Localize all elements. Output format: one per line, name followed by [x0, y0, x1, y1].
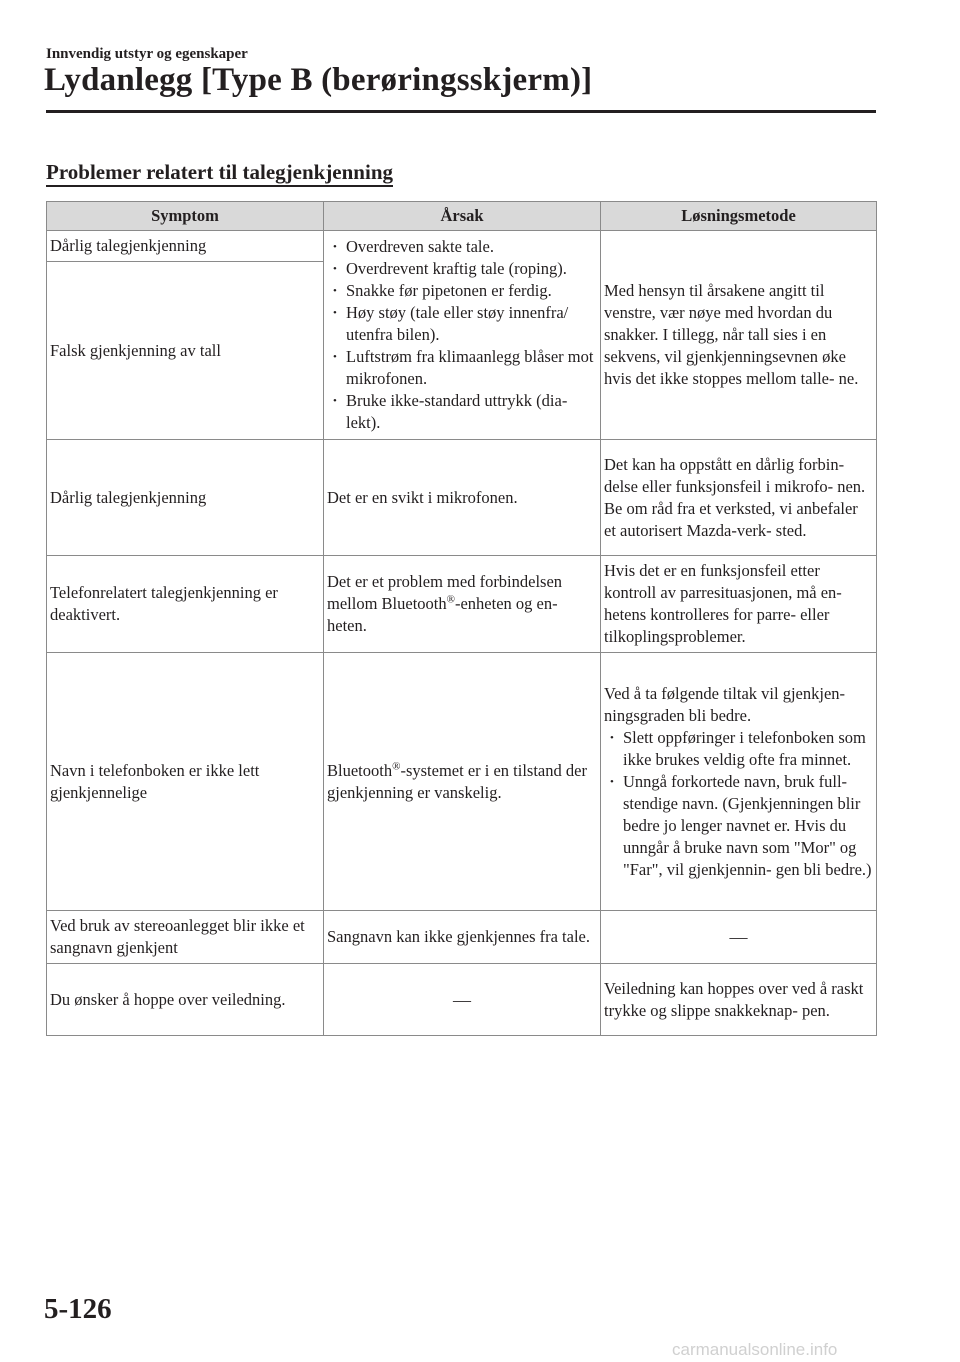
table-row — [47, 653, 877, 911]
symptom-cell: Du ønsker å hoppe over veiledning. — [47, 964, 324, 1036]
cause-cell — [324, 556, 601, 653]
section-label: Innvendig utstyr og egenskaper — [46, 46, 248, 62]
symptom-cell: Dårlig talegjenkjenning — [47, 440, 324, 556]
cause-list — [327, 236, 597, 434]
cause-text: -systemet er i en tilstand der gjenkjenning er vanskelig. — [327, 760, 587, 802]
list-item: • Overdrevent kraftig tale (roping). — [327, 258, 597, 280]
solution-list — [604, 727, 873, 881]
cause-text: Det er et problem med forbindelsen mellom Bluetooth — [327, 572, 563, 613]
list-item: • Snakke før pipetonen er ferdig. — [327, 280, 597, 302]
table-header-row — [47, 202, 877, 231]
chapter-title: Lydanlegg [Type B (berøringsskjerm)] — [44, 62, 593, 98]
table-row — [47, 556, 877, 653]
header-solution: Løsningsmetode — [601, 202, 877, 231]
list-item: • Slett oppføringer i telefonboken som ikke brukes veldig ofte fra minnet. — [604, 727, 873, 771]
solution-cell: Det kan ha oppstått en dårlig forbin- delse eller funksjonsfeil i mikrofo- nen. Be om råd fra et verksted, vi anbefaler et autorisert Mazda-verk- sted. — [601, 440, 877, 556]
registered-mark: ® — [446, 593, 455, 606]
symptom-cell: Ved bruk av stereoanlegget blir ikke et sangnavn gjenkjent — [47, 911, 324, 964]
table-row — [47, 911, 877, 964]
header-cause: Årsak — [324, 202, 601, 231]
registered-mark: ® — [392, 760, 401, 772]
subsection-title: Problemer relatert til talegjenkjenning — [46, 160, 393, 187]
solution-cell: Veiledning kan hoppes over ved å raskt trykke og slippe snakkeknap- pen. — [601, 964, 877, 1036]
cause-cell — [324, 231, 601, 440]
page-number: 5-126 — [44, 1293, 112, 1325]
cause-cell: Sangnavn kan ikke gjenkjennes fra tale. — [324, 911, 601, 964]
watermark: carmanualsonline.info — [672, 1340, 838, 1359]
header-symptom: Symptom — [47, 202, 324, 231]
cause-text: -enheten og en- heten. — [327, 594, 558, 635]
solution-cell: — — [601, 911, 877, 964]
table-row — [47, 440, 877, 556]
troubleshooting-table — [46, 201, 877, 1036]
cause-text: Bluetooth — [327, 760, 393, 780]
solution-cell: Med hensyn til årsakene angitt til venstre, vær nøye med hvordan du snakker. I tillegg, når tall sies i en sekvens, vil gjenkjenningsevnen øke hvis det ikke stoppes mellom talle- ne. — [601, 231, 877, 440]
cause-cell: Det er en svikt i mikrofonen. — [324, 440, 601, 556]
symptom-cell: Telefonrelatert talegjenkjenning er deaktivert. — [47, 556, 324, 653]
solution-cell — [601, 653, 877, 911]
list-item: • Unngå forkortede navn, bruk full- stendige navn. (Gjenkjenningen blir bedre jo lenger navnet er. Hvis du unngår å bruke navn som "Mor" og "Far", vil gjenkjennin- gen bli bedre.) — [604, 771, 873, 881]
symptom-cell: Falsk gjenkjenning av tall — [47, 262, 324, 440]
symptom-cell: Navn i telefonboken er ikke lett gjenkjennelige — [47, 653, 324, 911]
list-item: • Luftstrøm fra klimaanlegg blåser mot mikrofonen. — [327, 346, 597, 390]
title-rule — [46, 110, 876, 113]
table-row — [47, 231, 877, 262]
table-row — [47, 964, 877, 1036]
list-item: • Overdreven sakte tale. — [327, 236, 597, 258]
cause-cell: — — [324, 964, 601, 1036]
symptom-cell: Dårlig talegjenkjenning — [47, 231, 324, 262]
solution-intro: Ved å ta følgende tiltak vil gjenkjen- ningsgraden bli bedre. — [604, 683, 846, 725]
list-item: • Høy støy (tale eller støy innenfra/ utenfra bilen). — [327, 302, 597, 346]
list-item: • Bruke ikke-standard uttrykk (dia- lekt). — [327, 390, 597, 434]
cause-cell — [324, 653, 601, 911]
solution-cell: Hvis det er en funksjonsfeil etter kontroll av parresituasjonen, må en- hetens kontrolleres for parre- eller tilkoplingsproblemer. — [601, 556, 877, 653]
